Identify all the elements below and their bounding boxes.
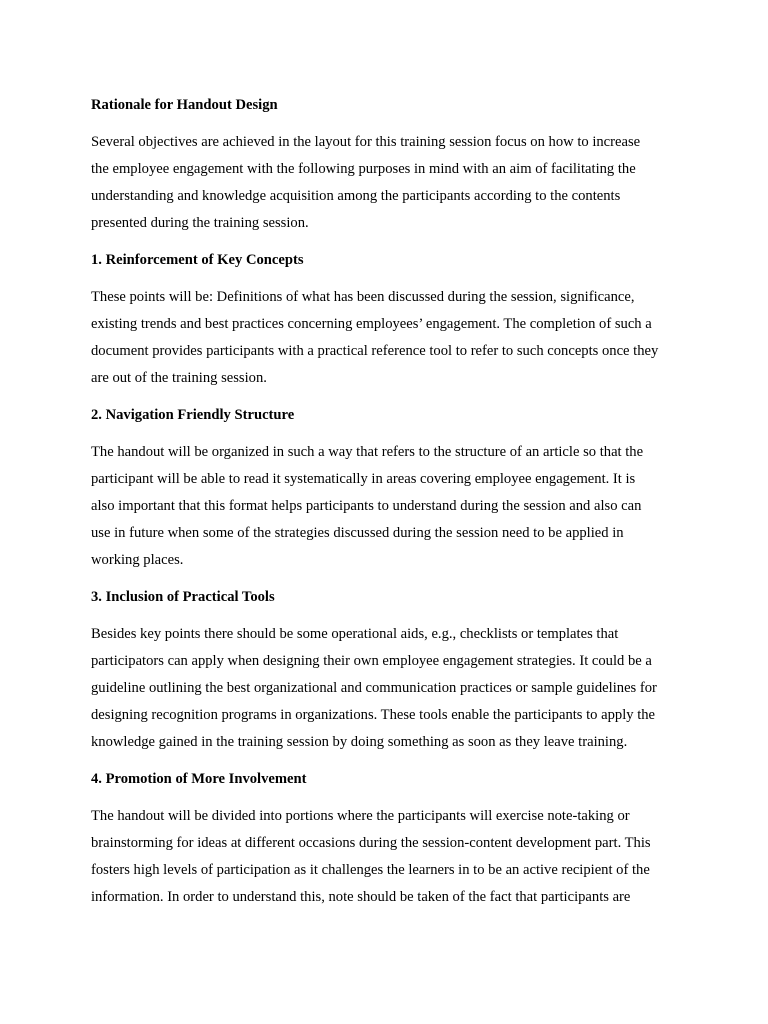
section-heading: 4. Promotion of More Involvement: [91, 771, 307, 787]
intro-paragraph: [91, 129, 681, 237]
section-heading: 1. Reinforcement of Key Concepts: [91, 252, 304, 268]
text-line: guideline outlining the best organizational and communication practices or sample guidelines for: [91, 680, 657, 696]
document-title: Rationale for Handout Design: [91, 97, 278, 113]
text-line: knowledge gained in the training session by doing something as soon as they leave training.: [91, 734, 628, 750]
text-line: presented during the training session.: [91, 215, 309, 231]
text-line: use in future when some of the strategies discussed during the session need to be applied in: [91, 525, 624, 541]
text-line: Besides key points there should be some operational aids, e.g., checklists or templates that: [91, 626, 619, 642]
section-paragraph: [91, 621, 681, 756]
text-line: designing recognition programs in organizations. These tools enable the participants to apply the: [91, 707, 656, 723]
section-heading: 2. Navigation Friendly Structure: [91, 407, 295, 423]
text-line: These points will be: Definitions of what has been discussed during the session, significance,: [91, 289, 635, 305]
text-line: the employee engagement with the following purposes in mind with an aim of facilitating the: [91, 161, 636, 177]
text-line: The handout will be divided into portions where the participants will exercise note-taking or: [91, 808, 630, 824]
text-line: information. In order to understand this, note should be taken of the fact that participants are: [91, 889, 631, 905]
document-page: [91, 92, 681, 921]
section-paragraph: [91, 439, 681, 574]
text-line: working places.: [91, 552, 184, 568]
text-line: participators can apply when designing their own employee engagement strategies. It could be a: [91, 653, 652, 669]
section-paragraph: [91, 803, 681, 911]
text-line: also important that this format helps participants to understand during the session and also can: [91, 498, 642, 514]
text-line: existing trends and best practices concerning employees’ engagement. The completion of such a: [91, 316, 652, 332]
text-line: brainstorming for ideas at different occasions during the session-content development part. This: [91, 835, 651, 851]
text-line: The handout will be organized in such a way that refers to the structure of an article so that the: [91, 444, 644, 460]
section-heading: 3. Inclusion of Practical Tools: [91, 589, 275, 605]
text-line: understanding and knowledge acquisition among the participants according to the contents: [91, 188, 621, 204]
text-line: fosters high levels of participation as it challenges the learners in to be an active recipient of the: [91, 862, 650, 878]
text-line: Several objectives are achieved in the layout for this training session focus on how to increase: [91, 134, 641, 150]
text-line: are out of the training session.: [91, 370, 267, 386]
section-paragraph: [91, 284, 681, 392]
text-line: document provides participants with a practical reference tool to refer to such concepts once they: [91, 343, 659, 359]
text-line: participant will be able to read it systematically in areas covering employee engagement. It is: [91, 471, 636, 487]
